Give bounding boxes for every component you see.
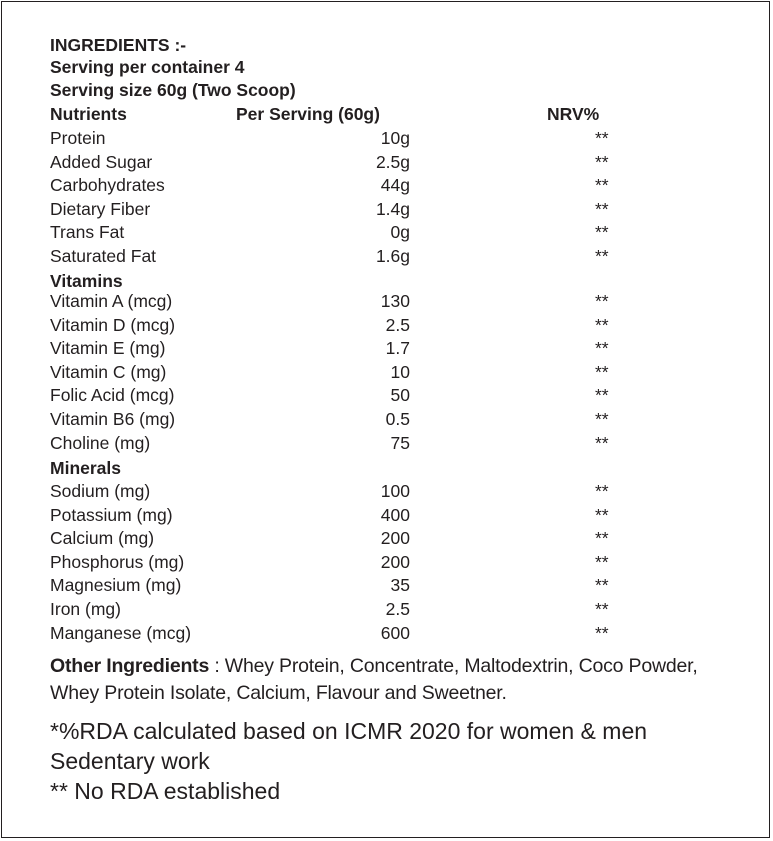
nutrient-row (0, 480, 773, 502)
nutrient-name: Magnesium (mg) (50, 575, 182, 596)
nutrient-row (0, 290, 773, 312)
nutrient-value: 2.5 (385, 599, 410, 619)
nutrient-value: 10 (390, 361, 410, 382)
minerals-heading: Minerals (50, 458, 121, 478)
nutrient-nrv: ** (595, 409, 609, 429)
nutrient-nrv: ** (595, 528, 609, 549)
nutrient-nrv: ** (595, 385, 609, 406)
nutrient-nrv: ** (595, 551, 609, 572)
nutrient-row (0, 245, 773, 267)
nutrient-value: 75 (390, 432, 410, 453)
nutrient-name: Vitamin A (mcg) (50, 291, 173, 311)
nutrient-row (0, 174, 773, 196)
nutrient-row (0, 314, 773, 336)
nutrient-nrv: ** (595, 198, 609, 219)
nutrient-row (0, 432, 773, 454)
nutrient-value: 10g (380, 128, 410, 148)
nutrient-value: 44g (380, 175, 410, 196)
nutrient-value: 50 (390, 385, 410, 406)
nutrient-row (0, 598, 773, 620)
nutrient-nrv: ** (595, 128, 609, 148)
nutrient-name: Protein (50, 128, 106, 148)
column-header-nrv: NRV% (547, 104, 600, 124)
nutrient-value: 2.5g (375, 151, 410, 172)
other-ingredients-label: Other Ingredients (50, 655, 210, 677)
nutrient-value: 2.5 (385, 314, 410, 335)
nutrient-name: Sodium (mg) (50, 481, 151, 501)
nutrient-value: 200 (380, 551, 410, 572)
nutrient-value: 100 (380, 481, 410, 501)
nutrient-name: Vitamin C (mg) (50, 361, 167, 382)
nutrient-name: Phosphorus (mg) (50, 551, 185, 572)
nutrient-nrv: ** (595, 432, 609, 453)
nutrient-row (0, 574, 773, 596)
nutrient-nrv: ** (595, 314, 609, 335)
nutrient-name: Dietary Fiber (50, 198, 151, 219)
other-ingredients (50, 653, 740, 707)
nutrient-name: Manganese (mcg) (50, 622, 192, 643)
nutrient-row (0, 198, 773, 220)
nutrient-name: Vitamin D (mcg) (50, 314, 176, 335)
nutrient-row (0, 408, 773, 430)
nutrient-name: Added Sugar (50, 151, 153, 172)
nutrient-name: Trans Fat (50, 222, 125, 243)
nutrient-value: 130 (380, 291, 410, 311)
label-title: INGREDIENTS :- (50, 35, 187, 55)
nutrient-row (0, 384, 773, 406)
nutrient-name: Saturated Fat (50, 246, 157, 266)
nutrient-value: 400 (380, 504, 410, 525)
nutrient-nrv: ** (595, 151, 609, 172)
nutrient-row (0, 127, 773, 149)
nutrient-row (0, 504, 773, 526)
nutrient-row (0, 337, 773, 359)
vitamins-heading: Vitamins (50, 271, 123, 291)
other-ingredients-text: : Whey Protein, Concentrate, Maltodextrin, Coco Powder, Whey Protein Isolate, Calcium, Flavour and Sweetner. (50, 655, 698, 704)
nutrient-value: 1.7 (385, 338, 410, 359)
nutrient-row (0, 527, 773, 549)
column-header-nutrients: Nutrients (50, 104, 127, 124)
serving-per-container: Serving per container 4 (50, 57, 245, 77)
nutrient-nrv: ** (595, 246, 609, 266)
nutrient-nrv: ** (595, 599, 609, 619)
nutrient-value: 1.4g (375, 198, 410, 219)
nutrient-row (0, 361, 773, 383)
nutrient-value: 1.6g (375, 246, 410, 266)
nutrient-nrv: ** (595, 575, 609, 596)
nutrient-name: Carbohydrates (50, 175, 165, 196)
nutrient-nrv: ** (595, 504, 609, 525)
nutrient-value: 0g (390, 222, 410, 243)
nutrient-nrv: ** (595, 222, 609, 243)
nutrient-nrv: ** (595, 622, 609, 643)
nutrient-value: 200 (380, 528, 410, 549)
rda-note-line1: *%RDA calculated based on ICMR 2020 for women & men (50, 718, 648, 744)
nutrient-name: Vitamin B6 (mg) (50, 409, 176, 429)
nutrient-nrv: ** (595, 481, 609, 501)
nutrient-row (0, 221, 773, 243)
nutrient-value: 0.5 (385, 409, 410, 429)
nutrient-name: Choline (mg) (50, 432, 151, 453)
column-header-per-serving: Per Serving (60g) (236, 104, 380, 124)
nutrient-name: Folic Acid (mcg) (50, 385, 175, 406)
nutrient-name: Vitamin E (mg) (50, 338, 166, 359)
nutrient-nrv: ** (595, 361, 609, 382)
nutrient-row (0, 551, 773, 573)
serving-size: Serving size 60g (Two Scoop) (50, 80, 296, 100)
nutrient-row (0, 151, 773, 173)
rda-note-line2: Sedentary work (50, 748, 210, 774)
nutrient-name: Calcium (mg) (50, 528, 155, 549)
no-rda-note: ** No RDA established (50, 778, 281, 804)
nutrient-nrv: ** (595, 175, 609, 196)
nutrient-nrv: ** (595, 338, 609, 359)
nutrient-name: Iron (mg) (50, 599, 121, 619)
nutrient-row (0, 622, 773, 644)
nutrient-value: 35 (390, 575, 410, 596)
nutrient-name: Potassium (mg) (50, 504, 173, 525)
nutrient-nrv: ** (595, 291, 609, 311)
nutrient-value: 600 (380, 622, 410, 643)
